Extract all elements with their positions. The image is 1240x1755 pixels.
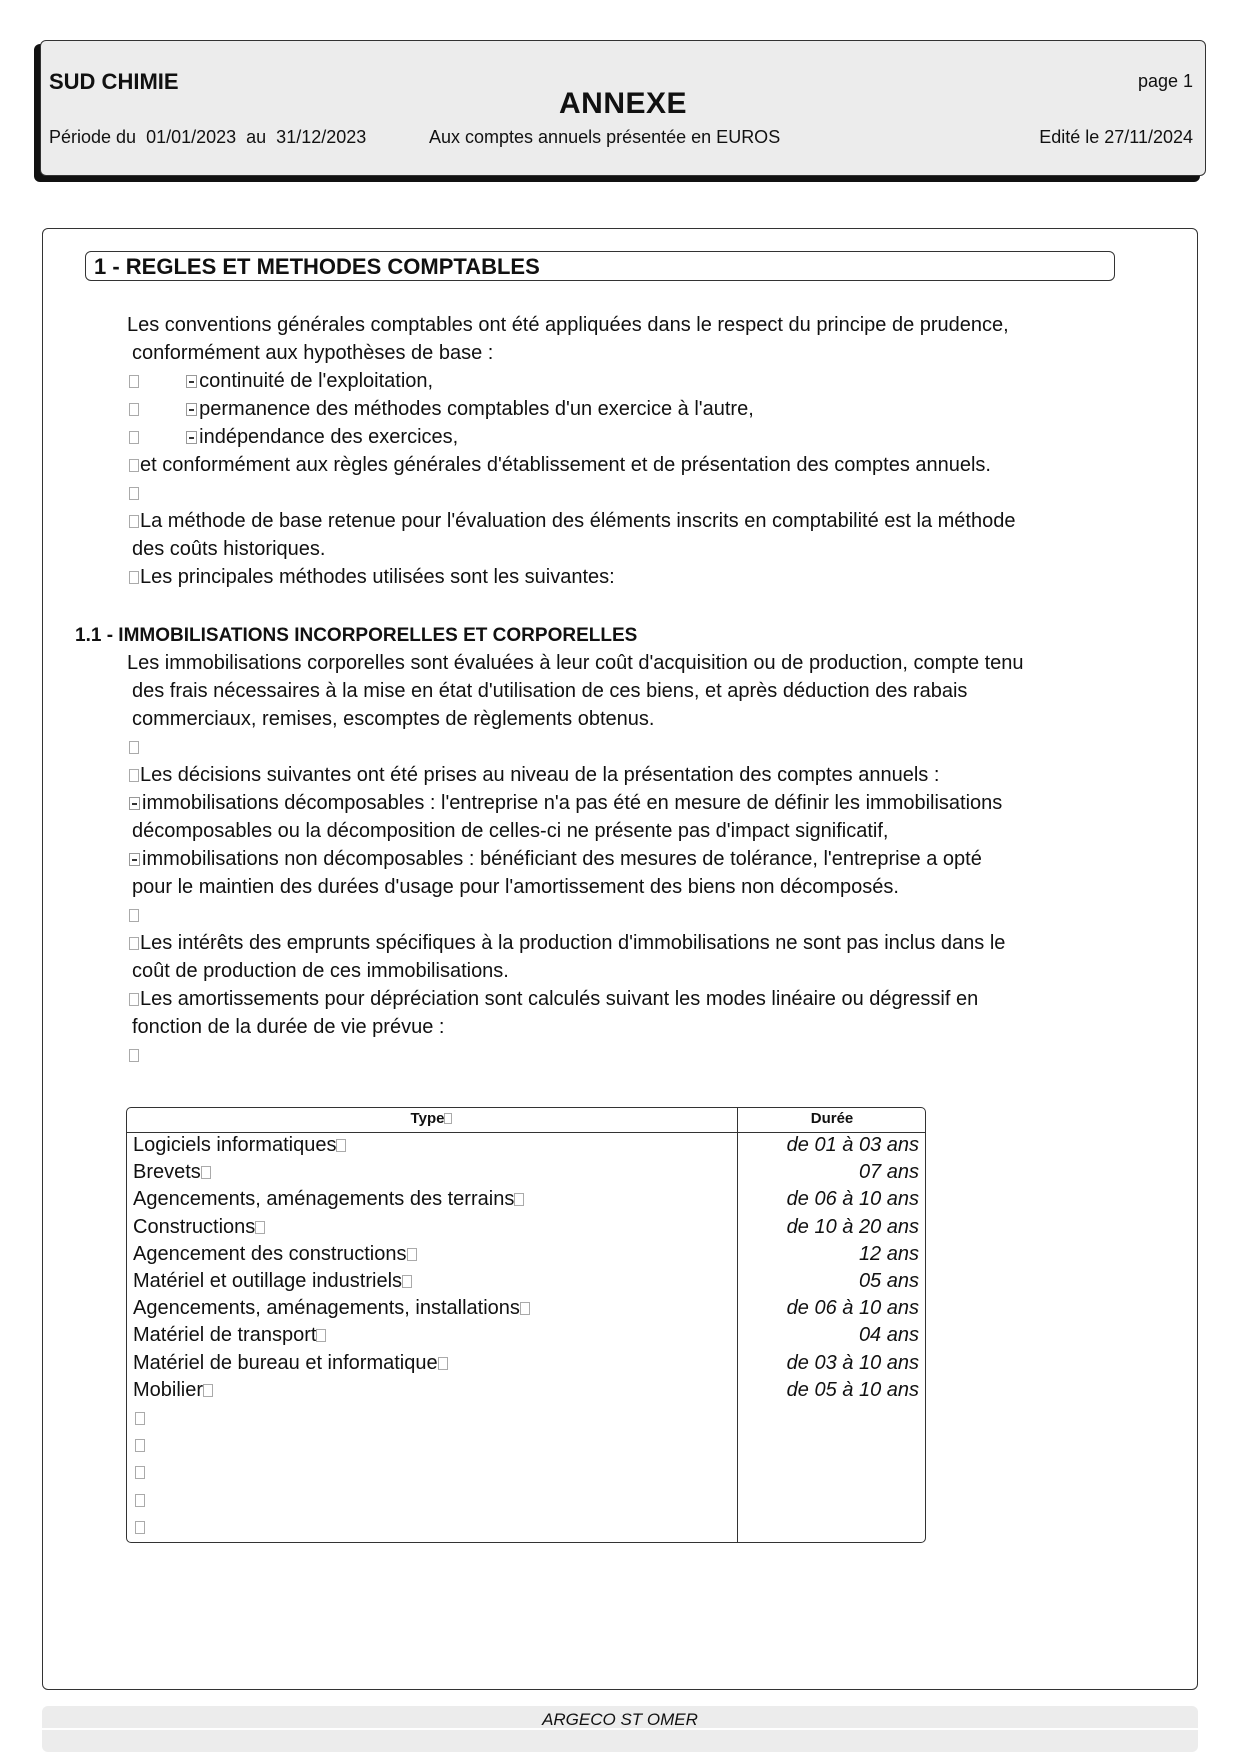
- type-cell: Mobilier: [133, 1379, 214, 1402]
- placeholder-square-icon: [129, 515, 139, 528]
- dash-bullet-icon: [186, 431, 197, 444]
- placeholder-square-icon: [407, 1248, 417, 1261]
- type-cell: Agencements, aménagements, installations: [133, 1297, 531, 1320]
- bullet-text: indépendance des exercices,: [199, 426, 459, 448]
- paragraph-line: conformément aux hypothèses de base :: [132, 342, 494, 364]
- empty-line: [129, 1041, 140, 1069]
- depreciation-duration-table: [126, 1107, 926, 1543]
- duration-cell: 04 ans: [858, 1324, 919, 1347]
- empty-table-row: [127, 1488, 925, 1515]
- paragraph-line: Les amortissements pour dépréciation sont calculés suivant les modes linéaire ou dégressif en: [129, 985, 978, 1013]
- table-row: [127, 1324, 925, 1351]
- type-cell: Constructions: [133, 1216, 266, 1239]
- placeholder-square-icon: [255, 1221, 265, 1234]
- placeholder-square-icon: [129, 403, 139, 416]
- type-cell: Agencement des constructions: [133, 1243, 418, 1266]
- placeholder-square-icon: [402, 1275, 412, 1288]
- section-title: 1 - REGLES ET METHODES COMPTABLES: [94, 254, 540, 279]
- placeholder-square-icon: [129, 459, 139, 472]
- paragraph-line: Les intérêts des emprunts spécifiques à la production d'immobilisations ne sont pas inclus dans le: [129, 929, 1005, 957]
- footer-text: ARGECO ST OMER: [542, 1710, 698, 1729]
- placeholder-square-icon: [201, 1166, 211, 1179]
- placeholder-square-icon: [129, 487, 139, 500]
- placeholder-square-icon: [135, 1521, 145, 1534]
- bullet-text: permanence des méthodes comptables d'un exercice à l'autre,: [199, 398, 754, 420]
- placeholder-square-icon: [336, 1139, 346, 1152]
- paragraph-line: Les principales méthodes utilisées sont les suivantes:: [129, 563, 615, 591]
- subsection-title: 1.1 - IMMOBILISATIONS INCORPORELLES ET CORPORELLES: [75, 625, 638, 646]
- paragraph-line: La méthode de base retenue pour l'évaluation des éléments inscrits en comptabilité est la méthode: [129, 507, 1015, 535]
- section-heading-box: [85, 251, 1115, 281]
- annex-content: [42, 228, 1198, 1690]
- duration-cell: 05 ans: [858, 1270, 919, 1292]
- duration-cell: de 06 à 10 ans: [786, 1188, 919, 1211]
- dash-bullet-icon: [186, 375, 197, 388]
- edit-date: Edité le 27/11/2024: [1039, 127, 1193, 147]
- paragraph-line: Les décisions suivantes ont été prises au niveau de la présentation des comptes annuels :: [129, 761, 939, 789]
- bullet-item: immobilisations décomposables : l'entreprise n'a pas été en mesure de définir les immobilisations: [129, 789, 1002, 817]
- table-row: [127, 1188, 925, 1215]
- empty-table-row: [127, 1460, 925, 1487]
- document-subtitle: Aux comptes annuels présentée en EUROS: [429, 127, 781, 147]
- placeholder-square-icon: [444, 1113, 452, 1124]
- placeholder-square-icon: [135, 1466, 145, 1479]
- paragraph-line: et conformément aux règles générales d'établissement et de présentation des comptes annuels.: [129, 451, 991, 479]
- dash-bullet-icon: [186, 403, 197, 416]
- table-row: [127, 1379, 925, 1406]
- empty-line: [129, 733, 140, 761]
- placeholder-square-icon: [129, 375, 139, 388]
- dash-bullet-icon: [129, 797, 140, 810]
- placeholder-square-icon: [316, 1329, 326, 1342]
- duration-cell: de 03 à 10 ans: [786, 1351, 919, 1374]
- paragraph-line: coût de production de ces immobilisations.: [132, 960, 509, 982]
- bullet-item: [129, 367, 433, 395]
- placeholder-square-icon: [203, 1384, 213, 1397]
- table-row: [127, 1352, 925, 1379]
- placeholder-square-icon: [520, 1302, 530, 1315]
- page-number: page 1: [1137, 71, 1193, 91]
- header-divider: [127, 1132, 925, 1133]
- company-name: SUD CHIMIE: [49, 69, 179, 94]
- bullet-item: immobilisations non décomposables : bénéficiant des mesures de tolérance, l'entreprise a opté: [129, 845, 982, 873]
- empty-table-row: [127, 1406, 925, 1433]
- period-range: Période du 01/01/2023 au 31/12/2023: [49, 127, 367, 147]
- placeholder-square-icon: [135, 1439, 145, 1452]
- type-cell: Brevets: [133, 1161, 212, 1184]
- duration-cell: de 01 à 03 ans: [786, 1134, 919, 1156]
- duration-cell: 07 ans: [858, 1161, 919, 1184]
- table-row: [127, 1243, 925, 1270]
- placeholder-square-icon: [129, 909, 139, 922]
- table-row: [127, 1216, 925, 1243]
- duration-cell: de 10 à 20 ans: [786, 1215, 919, 1238]
- table-row: [127, 1161, 925, 1188]
- dash-bullet-icon: [129, 853, 140, 866]
- placeholder-square-icon: [129, 937, 139, 950]
- placeholder-square-icon: [438, 1357, 448, 1370]
- column-header-type: Type: [127, 1110, 737, 1127]
- paragraph-line: fonction de la durée de vie prévue :: [132, 1016, 445, 1038]
- type-cell: Agencements, aménagements des terrains: [133, 1188, 525, 1211]
- paragraph-line: décomposables ou la décomposition de celles-ci ne présente pas d'impact significatif,: [132, 820, 889, 842]
- paragraph-line: Les conventions générales comptables ont été appliquées dans le respect du principe de prudence,: [127, 314, 1009, 336]
- placeholder-square-icon: [135, 1494, 145, 1507]
- paragraph-line: des coûts historiques.: [132, 538, 326, 560]
- placeholder-square-icon: [135, 1412, 145, 1425]
- duration-cell: de 05 à 10 ans: [786, 1378, 919, 1401]
- paragraph-line: Les immobilisations corporelles sont évaluées à leur coût d'acquisition ou de production, compte tenu: [127, 652, 1024, 674]
- type-cell: Matériel de bureau et informatique: [133, 1352, 449, 1375]
- placeholder-square-icon: [514, 1193, 524, 1206]
- bullet-item: [129, 395, 754, 423]
- placeholder-square-icon: [129, 571, 139, 584]
- duration-cell: de 06 à 10 ans: [786, 1297, 919, 1320]
- placeholder-square-icon: [129, 741, 139, 754]
- paragraph-line: pour le maintien des durées d'usage pour l'amortissement des biens non décomposés.: [132, 876, 899, 898]
- document-title: ANNEXE: [558, 87, 688, 120]
- bullet-text: continuité de l'exploitation,: [199, 370, 434, 392]
- table-row: [127, 1270, 925, 1297]
- paragraph-line: des frais nécessaires à la mise en état d'utilisation de ces biens, et après déduction des rabais: [132, 680, 968, 702]
- placeholder-square-icon: [129, 431, 139, 444]
- empty-table-row: [127, 1433, 925, 1460]
- empty-table-row: [127, 1515, 925, 1542]
- document-header: [40, 40, 1206, 176]
- placeholder-square-icon: [129, 993, 139, 1006]
- bullet-item: [129, 423, 458, 451]
- duration-cell: 12 ans: [858, 1242, 919, 1265]
- empty-line: [129, 479, 140, 507]
- paragraph-line: commerciaux, remises, escomptes de règlements obtenus.: [132, 708, 655, 730]
- placeholder-square-icon: [129, 1049, 139, 1062]
- type-cell: Matériel et outillage industriels: [133, 1270, 413, 1293]
- placeholder-square-icon: [129, 769, 139, 782]
- column-header-duration: Durée: [810, 1110, 854, 1127]
- table-row: [127, 1134, 925, 1161]
- type-cell: Matériel de transport: [133, 1324, 327, 1347]
- empty-line: [129, 901, 140, 929]
- type-cell: Logiciels informatiques: [133, 1134, 347, 1157]
- table-row: [127, 1297, 925, 1324]
